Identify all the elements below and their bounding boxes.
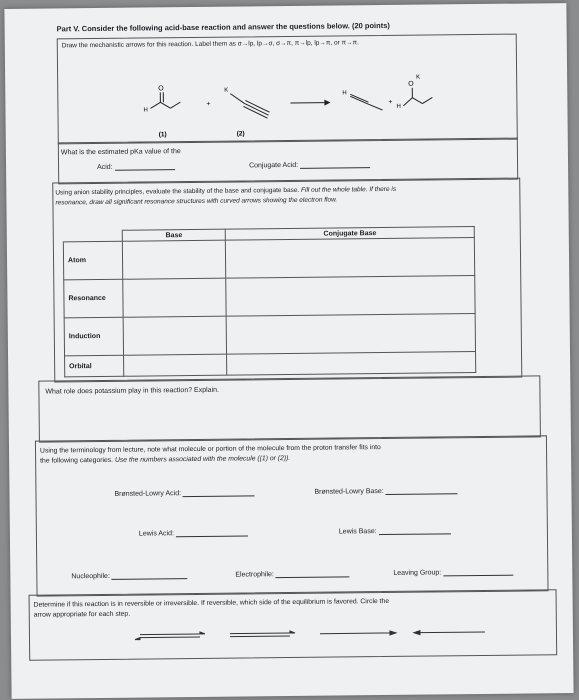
cell-orbital-base[interactable] <box>124 354 228 376</box>
electrophile-field[interactable] <box>235 570 350 578</box>
table-row <box>64 314 475 356</box>
pka-question: What is the estimated pKa value of the <box>60 148 181 157</box>
plus-sign-2: + <box>388 98 393 106</box>
bronsted-base-label: Brønsted-Lowry Base: <box>314 488 384 496</box>
equilibrium-arrows <box>130 625 490 645</box>
bronsted-acid-field[interactable] <box>114 489 255 497</box>
lewis-acid-label: Lewis Acid: <box>138 530 174 538</box>
column-header-base: Base <box>122 229 225 241</box>
atom-k-2: K <box>224 87 229 94</box>
stability-instruction-line2: resonance, draw all significant resonance structures with curved arrows showing the electron flow. <box>55 196 338 207</box>
terminology-instruction-a: the following categories. <box>40 456 114 465</box>
stability-instruction-b: Fill out the whole table. If there is <box>301 185 397 194</box>
stability-instruction-a: Using anion stability principles, evaluate the stability of the base and conjugate base. <box>55 186 300 197</box>
molecule-2 <box>230 93 269 118</box>
plus-sign-1: + <box>206 100 211 108</box>
lewis-base-label: Lewis Base: <box>338 528 377 536</box>
atom-h-1: H <box>143 107 148 114</box>
conjugate-acid-field[interactable] <box>249 161 370 169</box>
terminology-instruction-b: Use the numbers associated with the molecule ((1) or (2)). <box>114 454 291 464</box>
label-molecule-1: (1) <box>158 131 167 139</box>
leaving-group-label: Leaving Group: <box>393 569 442 577</box>
acid-field[interactable] <box>97 163 175 171</box>
conjugate-acid-label: Conjugate Acid: <box>249 161 299 170</box>
bronsted-acid-label: Brønsted-Lowry Acid: <box>114 490 182 498</box>
product-alkoxide <box>403 87 432 105</box>
table-row <box>65 352 476 377</box>
electrophile-label: Electrophile: <box>235 571 274 579</box>
part-title: Part V. Consider the following acid-base reaction and answer the questions below. (20 points) <box>56 20 390 34</box>
reaction-box <box>57 34 518 145</box>
worksheet-page <box>4 3 573 699</box>
arrow-option-2[interactable] <box>230 631 295 637</box>
reversibility-box <box>29 589 558 661</box>
terminology-box <box>35 435 549 596</box>
arrow-option-4[interactable] <box>414 630 485 635</box>
cell-resonance-base[interactable] <box>123 278 227 317</box>
cell-atom-conjugate-base[interactable] <box>226 238 475 279</box>
row-label-resonance: Resonance <box>64 279 123 318</box>
table-row <box>64 276 475 318</box>
product-alkyne <box>350 94 382 110</box>
atom-h-4: H <box>396 103 401 110</box>
molecule-1 <box>150 92 180 108</box>
reversibility-line2: arrow appropriate for each step. <box>33 610 131 619</box>
potassium-question: What role does potassium play in this reaction? Explain. <box>45 386 219 396</box>
nucleophile-label: Nucleophile: <box>71 572 110 581</box>
table-row <box>63 238 474 280</box>
lewis-acid-field[interactable] <box>139 529 248 537</box>
terminology-instruction-line1: Using the terminology from lecture, note what molecule or portion of the molecule from the proton transfer fits into <box>39 444 381 455</box>
row-label-induction: Induction <box>64 317 123 356</box>
cell-orbital-conjugate-base[interactable] <box>227 352 476 376</box>
cell-atom-base[interactable] <box>122 240 226 279</box>
atom-k-4: K <box>416 74 421 81</box>
cell-induction-base[interactable] <box>123 316 227 355</box>
potassium-box <box>38 375 541 442</box>
row-label-orbital: Orbital <box>65 355 124 377</box>
mechanism-instruction: Draw the mechanistic arrows for this reaction. Label them as σ→lp, lp→σ, σ→π, π→lp, lp→π, or π→π. <box>61 39 359 50</box>
arrow-option-3[interactable] <box>320 631 396 636</box>
nucleophile-field[interactable] <box>71 572 188 580</box>
row-label-atom: Atom <box>63 241 122 280</box>
atom-o-4: O <box>408 80 414 88</box>
label-molecule-2: (2) <box>236 130 245 138</box>
stability-table <box>63 226 477 377</box>
terminology-instruction-line2 <box>40 455 290 465</box>
acid-label: Acid: <box>97 163 113 171</box>
arrow-option-1[interactable] <box>135 632 205 640</box>
cell-resonance-conjugate-base[interactable] <box>226 276 475 317</box>
cell-induction-conjugate-base[interactable] <box>226 314 475 355</box>
column-header-conjugate-base: Conjugate Base <box>226 227 475 241</box>
bronsted-base-field[interactable] <box>314 487 457 495</box>
atom-h-3: H <box>342 90 347 97</box>
lewis-base-field[interactable] <box>339 527 451 535</box>
leaving-group-field[interactable] <box>393 569 513 577</box>
reversibility-line1: Determine if this reaction is in reversible or irreversible. If reversible, which side of the equilibrium is favored. Circle the <box>33 597 390 609</box>
stability-instruction-line1 <box>55 186 396 197</box>
table-corner <box>63 230 122 242</box>
atom-o-1: O <box>158 85 164 93</box>
reaction-scheme <box>58 45 517 144</box>
